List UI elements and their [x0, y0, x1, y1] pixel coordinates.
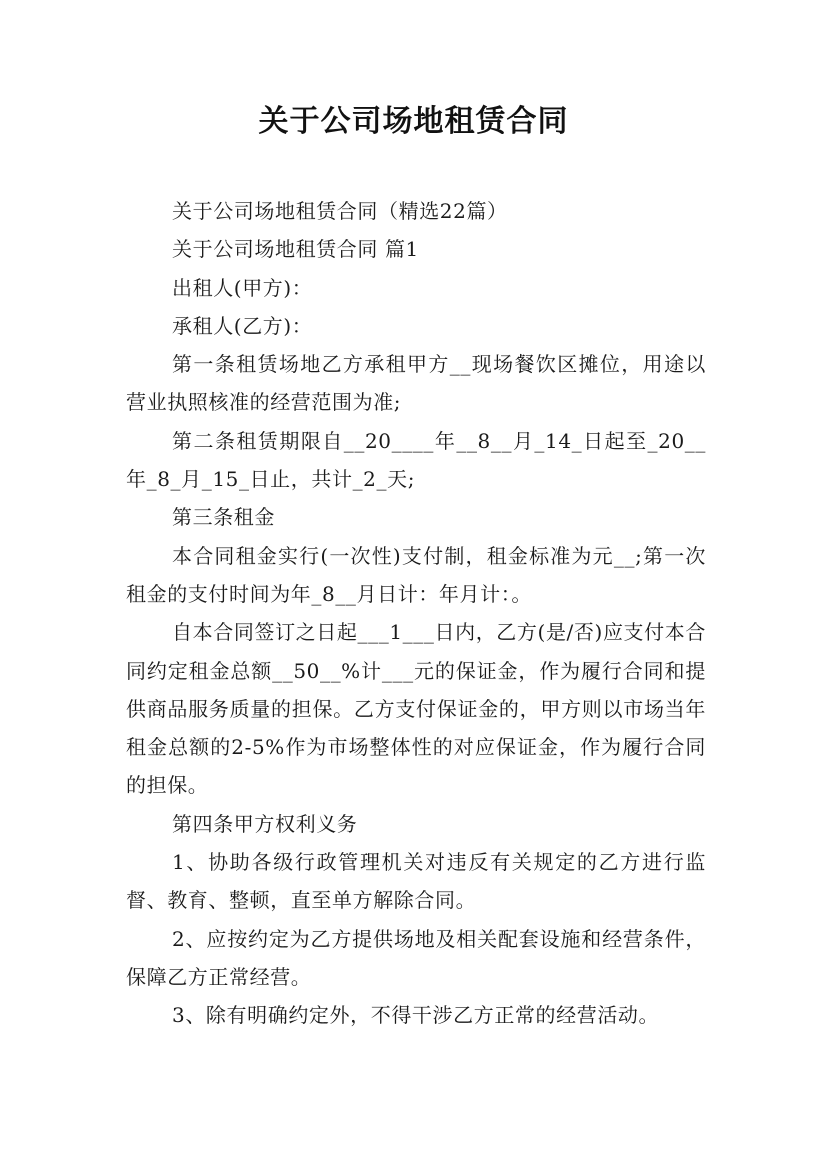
- article-3-heading: 第三条租金: [172, 505, 275, 530]
- rent-payment-paragraph: 本合同租金实行(一次性)支付制，租金标准为元__;第一次租金的支付时间为年_8__月日计：年月计：。: [126, 543, 706, 606]
- duty-item-1: 1、协助各级行政管理机关对违反有关规定的乙方进行监督、教育、整顿，直至单方解除合同。: [126, 850, 706, 913]
- lessor-line: 出租人(甲方)：: [172, 275, 313, 300]
- lessee-line: 承租人(乙方)：: [172, 313, 313, 338]
- deposit-paragraph: 自本合同签订之日起___1___日内，乙方(是/否)应支付本合同约定租金总额__50__%计___元的保证金，作为履行合同和提供商品服务质量的担保。乙方支付保证金的，甲方则以市场当年租金总额的2-5%作为市场整体性的对应保证金，作为履行合同的担保。: [126, 620, 706, 798]
- document-body: [126, 192, 706, 1035]
- subtitle-paragraph: 关于公司场地租赁合同（精选22篇）: [172, 199, 508, 223]
- duty-item-2: 2、应按约定为乙方提供场地及相关配套设施和经营条件，保障乙方正常经营。: [126, 926, 706, 989]
- article-1-paragraph: 第一条租赁场地乙方承租甲方__现场餐饮区摊位，用途以营业执照核准的经营范围为准;: [126, 352, 706, 415]
- duty-item-3: 3、除有明确约定外，不得干涉乙方正常的经营活动。: [172, 1003, 660, 1028]
- page-title: 关于公司场地租赁合同: [258, 104, 569, 139]
- article-4-heading: 第四条甲方权利义务: [172, 811, 358, 836]
- article-2-paragraph: 第二条租赁期限自__20____年__8__月_14_日起至_20__年_8_月_15_日止，共计_2_天;: [126, 428, 706, 492]
- section-heading: 关于公司场地租赁合同 篇1: [172, 237, 419, 262]
